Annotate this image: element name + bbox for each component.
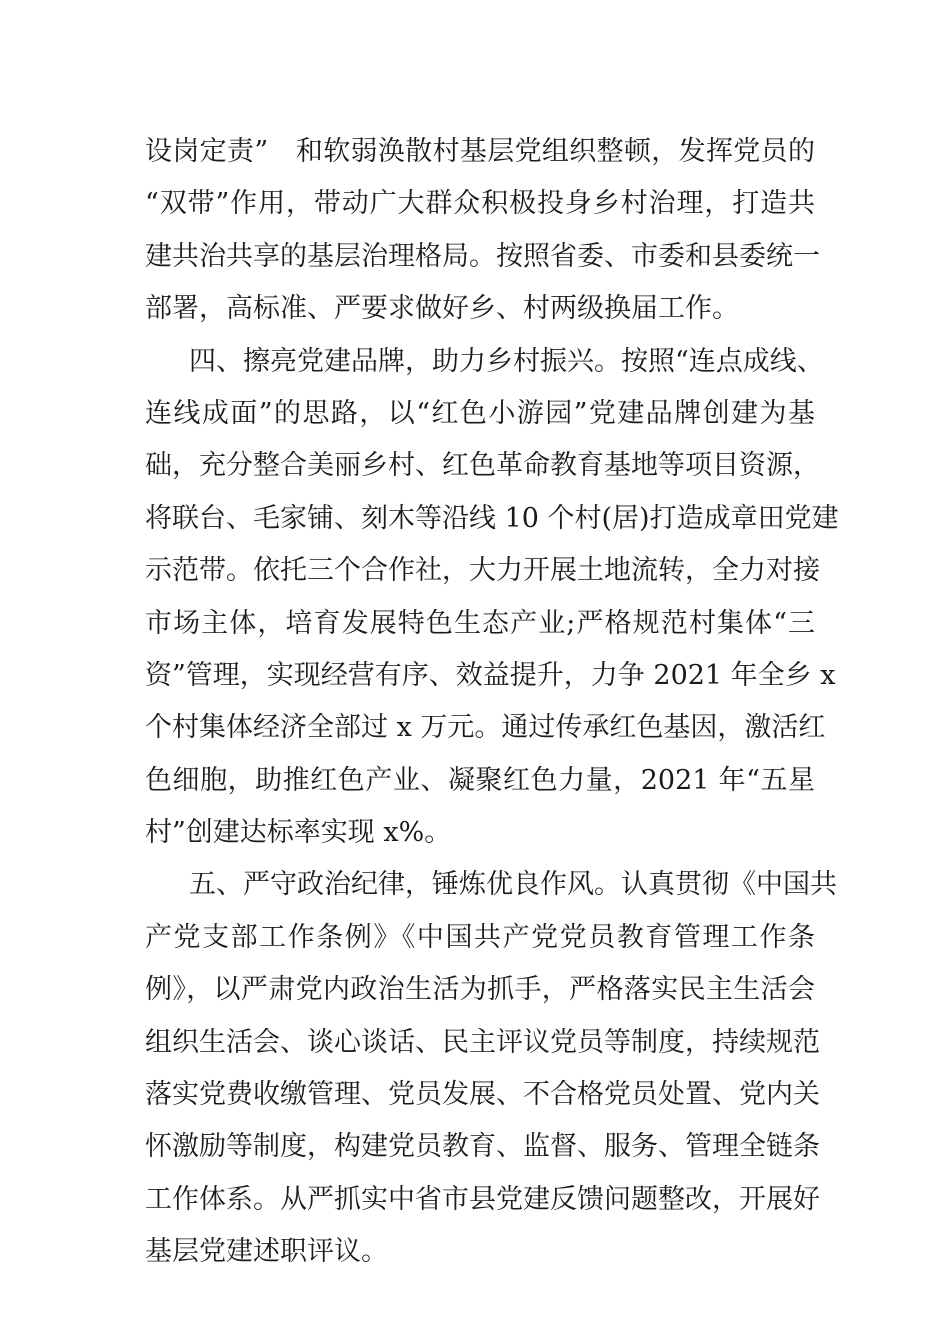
text-line: 示范带。依托三个合作社，大力开展土地流转，全力对接: [145, 555, 820, 587]
document-body: [145, 126, 839, 1279]
text-line: 设岗定责” 和软弱涣散村基层党组织整顿，发挥党员的: [145, 136, 815, 167]
section-five-heading-line: 五、严守政治纪律，锤炼优良作风。认真贯彻《中国共: [189, 869, 837, 901]
text-line: 村”创建达标率实现 x%。: [145, 817, 452, 849]
text-line: 连线成面”的思路，以“红色小游园”党建品牌创建为基: [145, 397, 815, 429]
section-four-heading-line: 四、擦亮党建品牌，助力乡村振兴。按照“连点成线、: [189, 345, 824, 377]
text-line: 怀激励等制度，构建党员教育、监督、服务、管理全链条: [145, 1131, 820, 1163]
text-line: 例》，以严肃党内政治生活为抓手，严格落实民主生活会: [145, 974, 815, 1006]
text-line: 资”管理，实现经营有序、效益提升，力争 2021 年全乡 x: [145, 659, 836, 691]
text-line: 组织生活会、谈心谈话、民主评议党员等制度，持续规范: [145, 1026, 820, 1058]
text-line: 基层党建述职评议。: [145, 1236, 388, 1268]
text-line: 将联台、毛家铺、刻木等沿线 10 个村(居)打造成章田党建: [145, 502, 839, 534]
text-line: 工作体系。从严抓实中省市县党建反馈问题整改，开展好: [145, 1183, 820, 1215]
text-line: “双带”作用，带动广大群众积极投身乡村治理，打造共: [145, 188, 815, 220]
text-line: 部署，高标准、严要求做好乡、村两级换届工作。: [145, 293, 739, 325]
text-line: 产党支部工作条例》《中国共产党党员教育管理工作条: [145, 921, 815, 953]
text-line: 落实党费收缴管理、党员发展、不合格党员处置、党内关: [145, 1079, 820, 1111]
text-line: 个村集体经济全部过 x 万元。通过传承红色基因，激活红: [145, 712, 826, 744]
text-line: 色细胞，助推红色产业、凝聚红色力量，2021 年“五星: [145, 764, 815, 796]
text-line: 础，充分整合美丽乡村、红色革命教育基地等项目资源，: [145, 450, 820, 482]
text-line: 市场主体，培育发展特色生态产业;严格规范村集体“三: [145, 607, 815, 639]
text-line: 建共治共享的基层治理格局。按照省委、市委和县委统一: [145, 240, 820, 272]
